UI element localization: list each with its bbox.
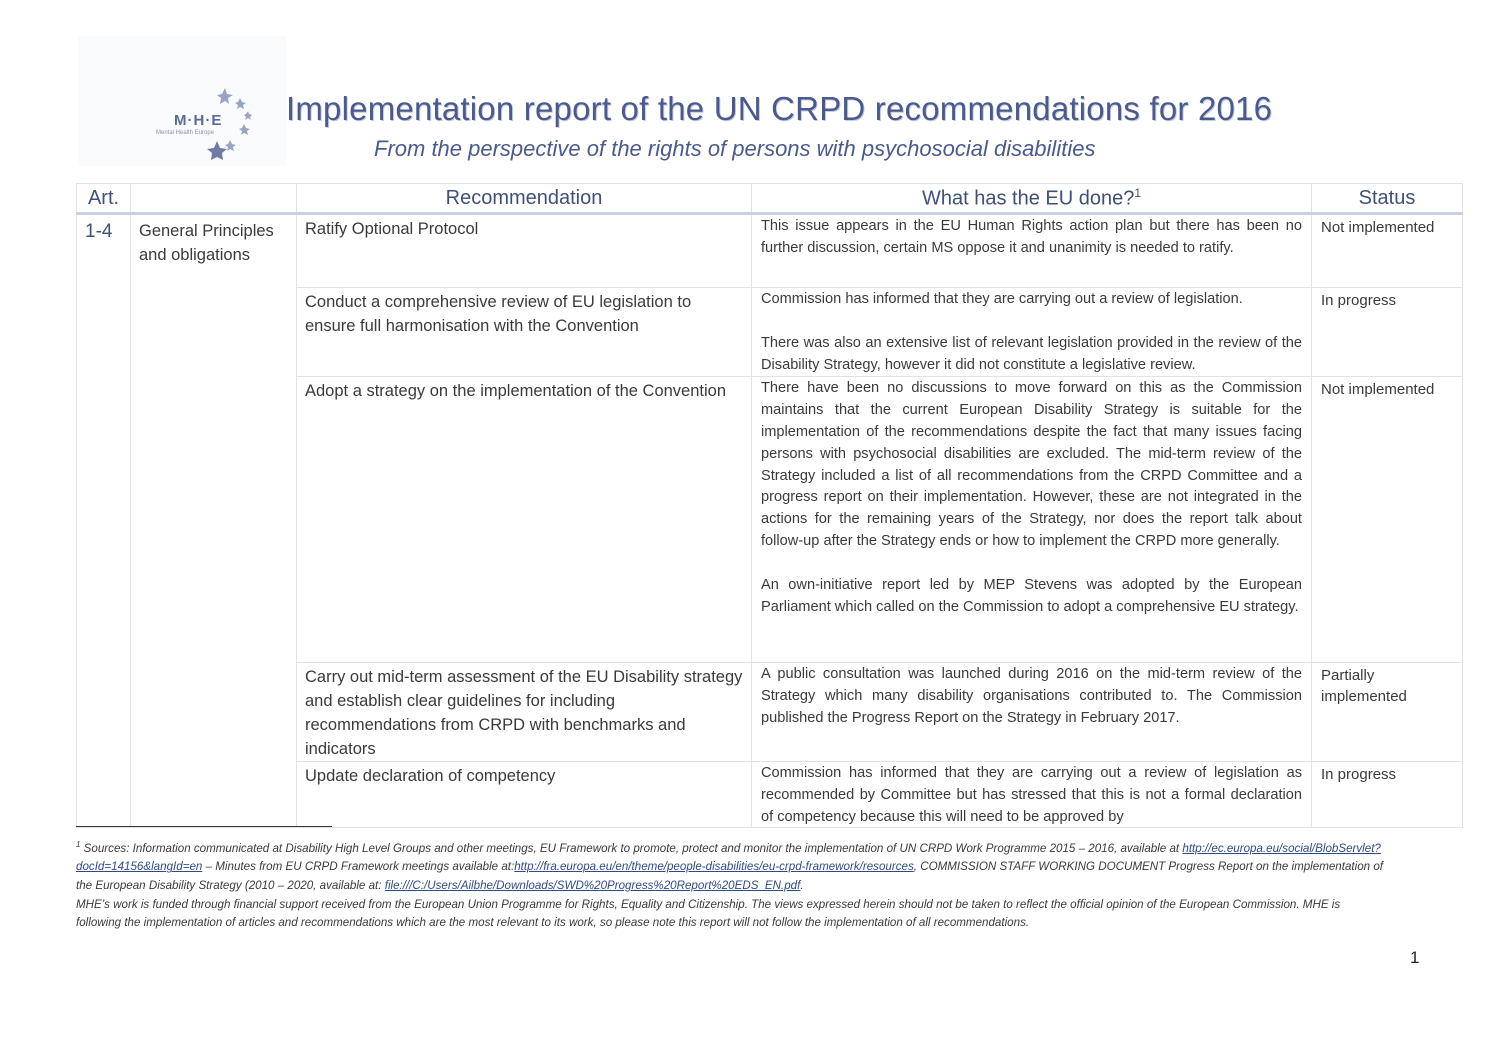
- footnote-ref: 1: [1134, 185, 1142, 200]
- status-cell: Partially implemented: [1312, 663, 1463, 762]
- footnote-link-progress-report[interactable]: file:///C:/Users/Ailbhe/Downloads/SWD%20Progress%20Report%20EDS_EN.pdf: [384, 879, 801, 893]
- eu-done-cell: [752, 663, 1312, 762]
- eu-done-cell: [752, 762, 1312, 828]
- status-cell: Not implemented: [1312, 214, 1463, 288]
- header-status: Status: [1312, 184, 1463, 214]
- eu-done-text: An own-initiative report led by MEP Stevens was adopted by the European Parliament which called on the Commission to adopt a comprehensive EU strategy.: [761, 576, 1302, 615]
- status-cell: Not implemented: [1312, 377, 1463, 663]
- status-cell: In progress: [1312, 288, 1463, 377]
- header-eu-done: [752, 184, 1312, 214]
- eu-done-text: A public consultation was launched during 2016 on the mid-term review of the Strategy which many disability organisations contributed to. The Commission published the Progress Report on the Strategy in February 2017.: [761, 666, 1302, 726]
- footnote: [76, 836, 1386, 933]
- eu-done-text: Commission has informed that they are carrying out a review of legislation.: [761, 291, 1243, 307]
- eu-done-text: There have been no discussions to move forward on this as the Commission maintains that the current European Disability Strategy is suitable for the implementation of the recommendations despite the fact that many issues facing persons with psychosocial disabilities are excluded. The mid-term review of the Strategy included a list of all recommendations from the CRPD Committee and a progress report on their implementation. However, these are not integrated in the actions for the remaining years of the Strategy, nor does the report talk about follow-up after the Strategy ends or how to implement the CRPD more generally.: [761, 380, 1302, 549]
- article-cell: 1-4: [77, 214, 131, 828]
- eu-done-text: This issue appears in the EU Human Rights action plan but there has been no further discussion, certain MS oppose it and unanimity is needed to ratify.: [761, 218, 1302, 256]
- footnote-link-blobservlet[interactable]: http://ec.europa.eu/social/BlobServlet?docId=14156&langId=en: [76, 841, 1381, 874]
- eu-done-text: Commission has informed that they are carrying out a review of legislation as recommended by Committee but has stressed that this is not a formal declaration of competency because this will need to be approved by: [761, 765, 1302, 825]
- page-title: Implementation report of the UN CRPD recommendations for 2016: [286, 90, 1273, 127]
- footnote-text: .: [800, 879, 804, 893]
- eu-done-text: There was also an extensive list of relevant legislation provided in the review of the Disability Strategy, however it did not constitute a legislative review.: [761, 334, 1302, 373]
- funding-statement: MHE’s work is funded through financial support received from the European Union Programme for Rights, Equality and Citizenship. The views expressed herein should not be taken to reflect the official opinion of the European Commission. MHE is following the implementation of articles and recommendations which are the most relevant to its work, so please note this report will not follow the implementation of all recommendations.: [76, 897, 1341, 930]
- header-area: [131, 184, 297, 214]
- table-row: [77, 214, 1463, 288]
- logo-text: M·H·E: [174, 112, 223, 129]
- eu-done-cell: [752, 288, 1312, 377]
- table-header-row: [77, 184, 1463, 214]
- recommendation-cell: Carry out mid-term assessment of the EU Disability strategy and establish clear guidelines for including recommendations from CRPD with benchmarks and indicators: [297, 663, 752, 762]
- logo-subtext: Mental Health Europe: [156, 130, 215, 136]
- eu-done-cell: [752, 214, 1312, 288]
- header-eu-done-text: What has the EU done?: [921, 187, 1135, 210]
- footnote-divider: [76, 826, 332, 827]
- footnote-text: – Minutes from EU CRPD Framework meetings available at:: [202, 860, 515, 874]
- recommendation-cell: Adopt a strategy on the implementation of the Convention: [297, 377, 752, 663]
- footnote-link-fra[interactable]: http://fra.europa.eu/en/theme/people-disabilities/eu-crpd-framework/resources: [514, 860, 914, 874]
- header-art: Art.: [77, 184, 131, 214]
- page-number: 1: [1410, 948, 1420, 967]
- eu-done-cell: [752, 377, 1312, 663]
- area-cell: General Principles and obligations: [131, 214, 297, 828]
- header-recommendation: Recommendation: [297, 184, 752, 214]
- footnote-number: 1: [76, 840, 81, 849]
- footnote-text: , COMMISSION STAFF WORKING DOCUMENT Progress Report on the implementation of the European Disability Strategy (2010 – 2020, available at:: [76, 860, 1384, 893]
- footnote-text: Sources: Information communicated at Disability High Level Groups and other meetings, EU Framework to promote, protect and monitor the implementation of UN CRPD Work Programme 2015 – 2016, available at: [80, 841, 1183, 855]
- page-subtitle: From the perspective of the rights of persons with psychosocial disabilities: [374, 136, 1096, 161]
- recommendation-cell: Conduct a comprehensive review of EU legislation to ensure full harmonisation with the Convention: [297, 288, 752, 377]
- recommendation-cell: Update declaration of competency: [297, 762, 752, 828]
- recommendations-table: [76, 183, 1463, 828]
- status-cell: In progress: [1312, 762, 1463, 828]
- recommendation-cell: Ratify Optional Protocol: [297, 214, 752, 288]
